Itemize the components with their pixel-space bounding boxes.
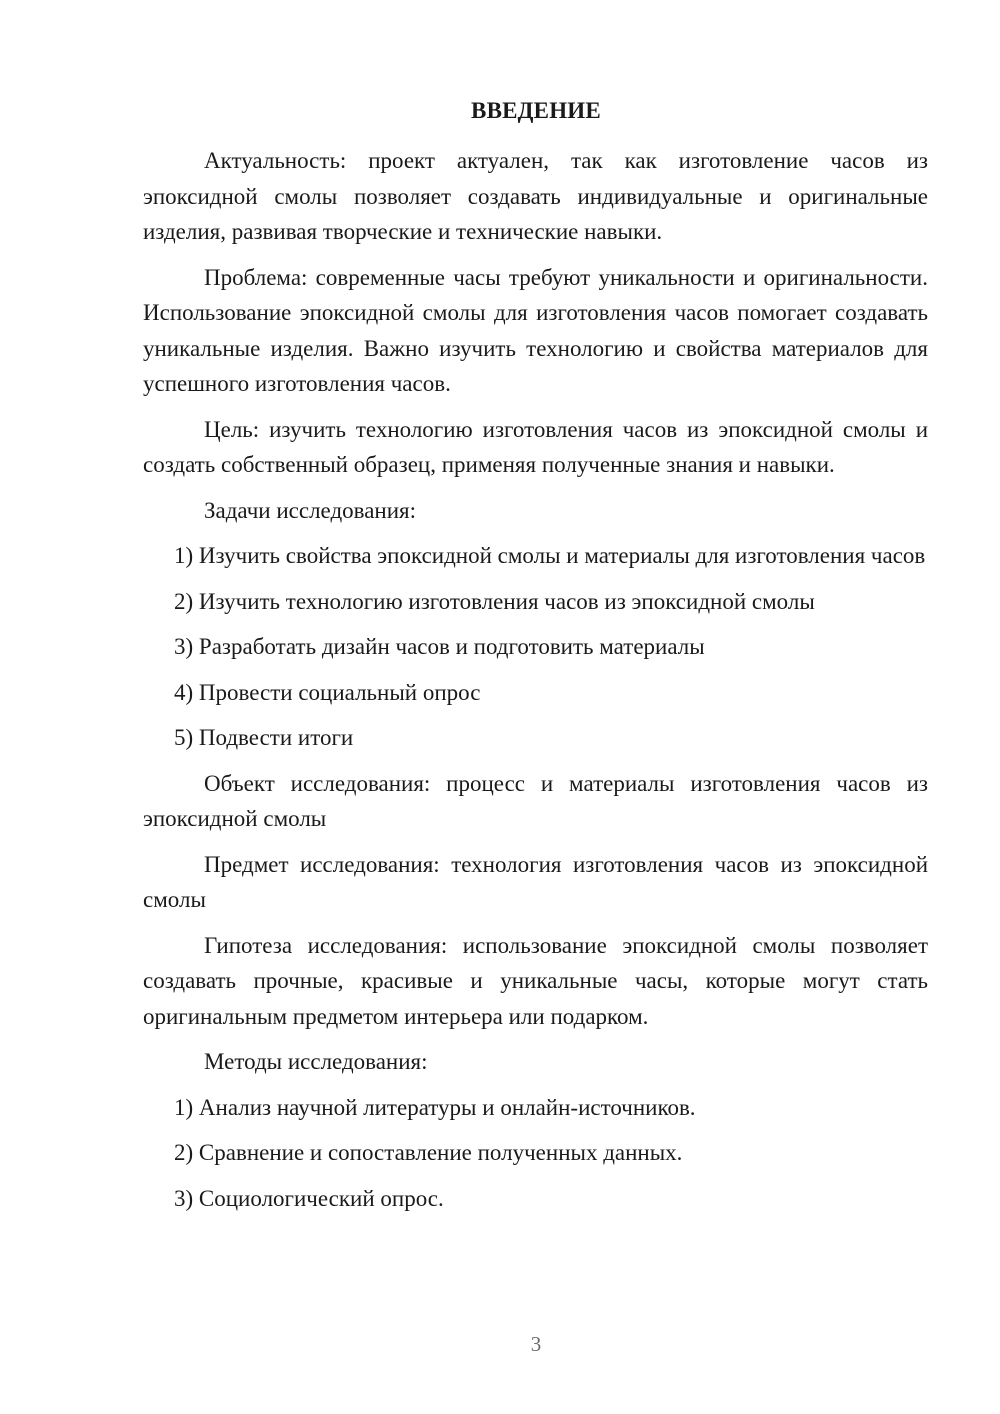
method-item: 2) Сравнение и сопоставление полученных данных. — [174, 1140, 683, 1165]
subject-paragraph: Предмет исследования: технология изготовления часов из эпоксидной смолы — [143, 851, 928, 912]
task-item: 3) Разработать дизайн часов и подготовить материалы — [174, 634, 705, 659]
methods-heading: Методы исследования: — [204, 1049, 428, 1074]
method-item: 3) Социологический опрос. — [174, 1185, 444, 1211]
tasks-heading: Задачи исследования: — [204, 497, 417, 523]
task-item: 5) Подвести итоги — [174, 725, 354, 750]
goal-paragraph: Цель: изучить технологию изготовления часов из эпоксидной смолы и создать собственный образец, применяя полученные знания и навыки. — [143, 416, 928, 477]
relevance-paragraph: Актуальность: проект актуален, так как изготовление часов из эпоксидной смолы позволяет создавать индивидуальные и оригинальные изделия, развивая творческие и технические навыки. — [143, 148, 928, 244]
task-item: 4) Провести социальный опрос — [174, 679, 481, 705]
section-heading: ВВЕДЕНИЕ — [471, 98, 601, 123]
hypothesis-paragraph: Гипотеза исследования: использование эпоксидной смолы позволяет создавать прочные, красивые и уникальные часы, которые могут стать оригинальным предметом интерьера или подарком. — [143, 932, 928, 1029]
problem-paragraph: Проблема: современные часы требуют уникальности и оригинальности. Использование эпоксидной смолы для изготовления часов помогает создавать уникальные изделия. Важно изучить технологию и свойства материалов для успешного изготовления часов. — [143, 264, 928, 396]
page-number: 3 — [530, 1332, 542, 1356]
method-item: 1) Анализ научной литературы и онлайн-источников. — [174, 1094, 696, 1120]
task-item: 2) Изучить технологию изготовления часов из эпоксидной смолы — [174, 588, 815, 614]
document-body — [143, 143, 928, 1226]
object-paragraph: Объект исследования: процесс и материалы изготовления часов из эпоксидной смолы — [143, 770, 928, 831]
task-item: 1) Изучить свойства эпоксидной смолы и материалы для изготовления часов — [174, 543, 926, 568]
